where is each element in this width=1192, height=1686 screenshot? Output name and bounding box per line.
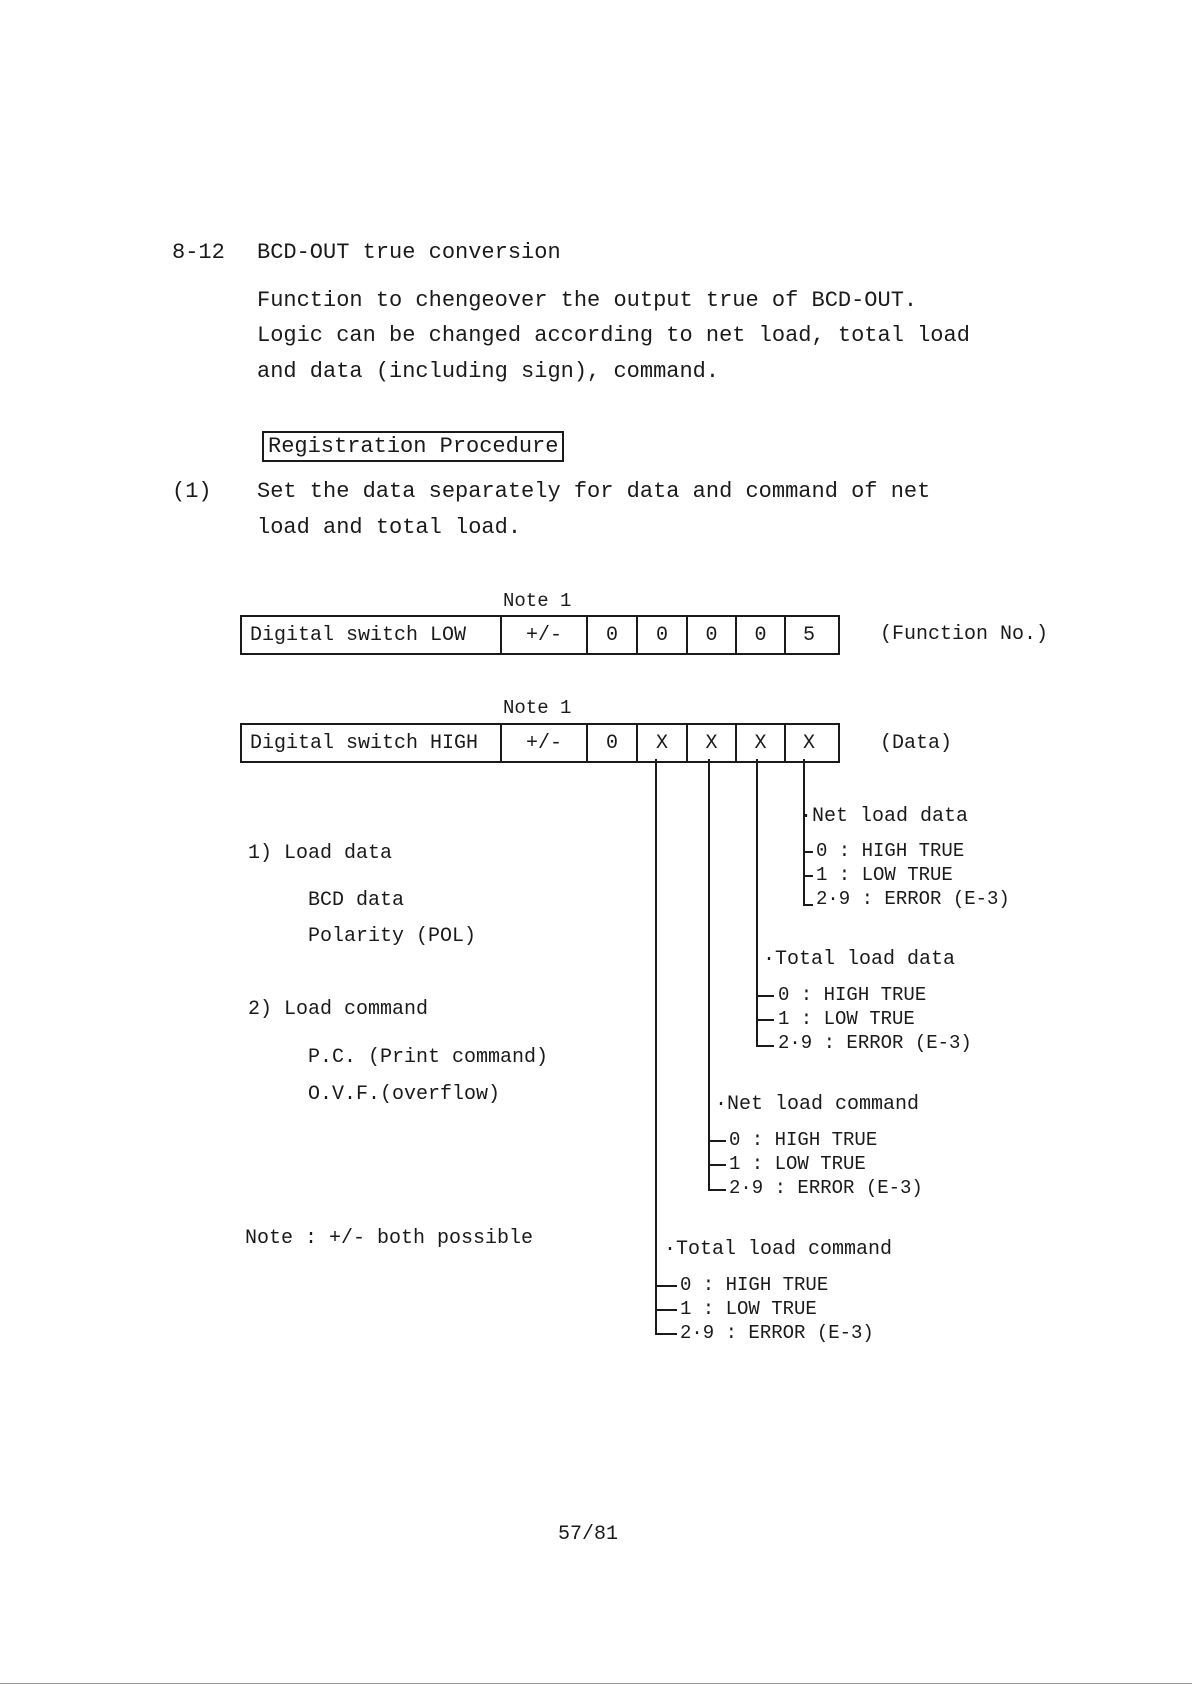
intro-line-1: Function to chengeover the output true of BCD-OUT. [257, 288, 918, 313]
switch-high-digit-cell: X [784, 725, 832, 761]
net-load-command-option: 1 : LOW TRUE [729, 1153, 866, 1175]
note-1-high: Note 1 [503, 697, 572, 719]
page-number: 57/81 [558, 1523, 619, 1546]
function-no-caption: (Function No.) [880, 623, 1049, 646]
tick [655, 1333, 677, 1335]
branch-line-total-load-data [756, 759, 758, 1046]
tick [803, 851, 813, 853]
tick [708, 1140, 726, 1142]
branch-line-net-load-data [803, 759, 805, 905]
intro-line-3: and data (including sign), command. [257, 359, 720, 384]
total-load-data-option: 1 : LOW TRUE [778, 1008, 915, 1030]
polarity-item: Polarity (POL) [308, 925, 477, 948]
tick [803, 875, 813, 877]
total-load-data-option: 2∙9 : ERROR (E-3) [778, 1032, 972, 1054]
tick [655, 1285, 677, 1287]
total-load-command-option: 0 : HIGH TRUE [680, 1274, 829, 1296]
note-1-low: Note 1 [503, 590, 572, 612]
net-load-command-title: ·Net load command [715, 1093, 920, 1116]
switch-high-digit-cell: 0 [586, 725, 636, 761]
switch-low-digit-cell: 5 [784, 617, 832, 653]
bcd-data-item: BCD data [308, 889, 405, 912]
total-load-command-option: 1 : LOW TRUE [680, 1298, 817, 1320]
registration-procedure-label: Registration Procedure [262, 431, 564, 462]
switch-high-digit-cell: X [686, 725, 735, 761]
switch-high-digit-cell: X [735, 725, 784, 761]
scan-edge-line [0, 1683, 1192, 1684]
step-number: (1) [172, 479, 212, 504]
note-both-possible: Note : +/- both possible [245, 1227, 534, 1250]
digital-switch-low-label: Digital switch LOW [250, 623, 467, 647]
switch-low-digit-cell: 0 [735, 617, 784, 653]
net-load-data-option: 1 : LOW TRUE [816, 864, 953, 886]
overflow-item: O.V.F.(overflow) [308, 1083, 501, 1106]
step-line-1: Set the data separately for data and command of net [257, 479, 931, 504]
tick [756, 995, 774, 997]
digital-switch-high-row [240, 723, 840, 763]
switch-low-digit-cell: 0 [686, 617, 735, 653]
data-caption: (Data) [880, 732, 953, 755]
net-load-command-option: 0 : HIGH TRUE [729, 1129, 878, 1151]
total-load-data-option: 0 : HIGH TRUE [778, 984, 927, 1006]
switch-high-digit-cell: X [636, 725, 686, 761]
tick [655, 1309, 677, 1311]
total-load-command-title: ·Total load command [664, 1238, 893, 1261]
intro-line-2: Logic can be changed according to net load, total load [257, 323, 970, 348]
tick [756, 1019, 774, 1021]
branch-line-total-load-command [655, 759, 657, 1335]
switch-high-sign-cell: +/- [500, 725, 586, 761]
section-number: 8-12 [172, 240, 225, 265]
total-load-data-title: ·Total load data [763, 948, 956, 971]
step-line-2: load and total load. [257, 515, 522, 540]
print-command-item: P.C. (Print command) [308, 1046, 549, 1069]
load-data-heading: 1) Load data [248, 842, 393, 865]
load-command-heading: 2) Load command [248, 998, 429, 1021]
switch-low-digit-cell: 0 [636, 617, 686, 653]
switch-low-sign-cell: +/- [500, 617, 586, 653]
switch-low-digit-cell: 0 [586, 617, 636, 653]
digital-switch-high-label: Digital switch HIGH [250, 731, 479, 755]
net-load-data-title: ·Net load data [800, 805, 969, 828]
net-load-data-option: 0 : HIGH TRUE [816, 840, 965, 862]
total-load-command-option: 2∙9 : ERROR (E-3) [680, 1322, 874, 1344]
net-load-command-option: 2∙9 : ERROR (E-3) [729, 1177, 923, 1199]
tick [708, 1189, 726, 1191]
tick [803, 904, 813, 906]
branch-line-net-load-command [708, 759, 710, 1191]
tick [708, 1164, 726, 1166]
tick [756, 1045, 774, 1047]
section-title: BCD-OUT true conversion [257, 240, 561, 265]
digital-switch-low-row [240, 615, 840, 655]
net-load-data-option: 2∙9 : ERROR (E-3) [816, 888, 1010, 910]
